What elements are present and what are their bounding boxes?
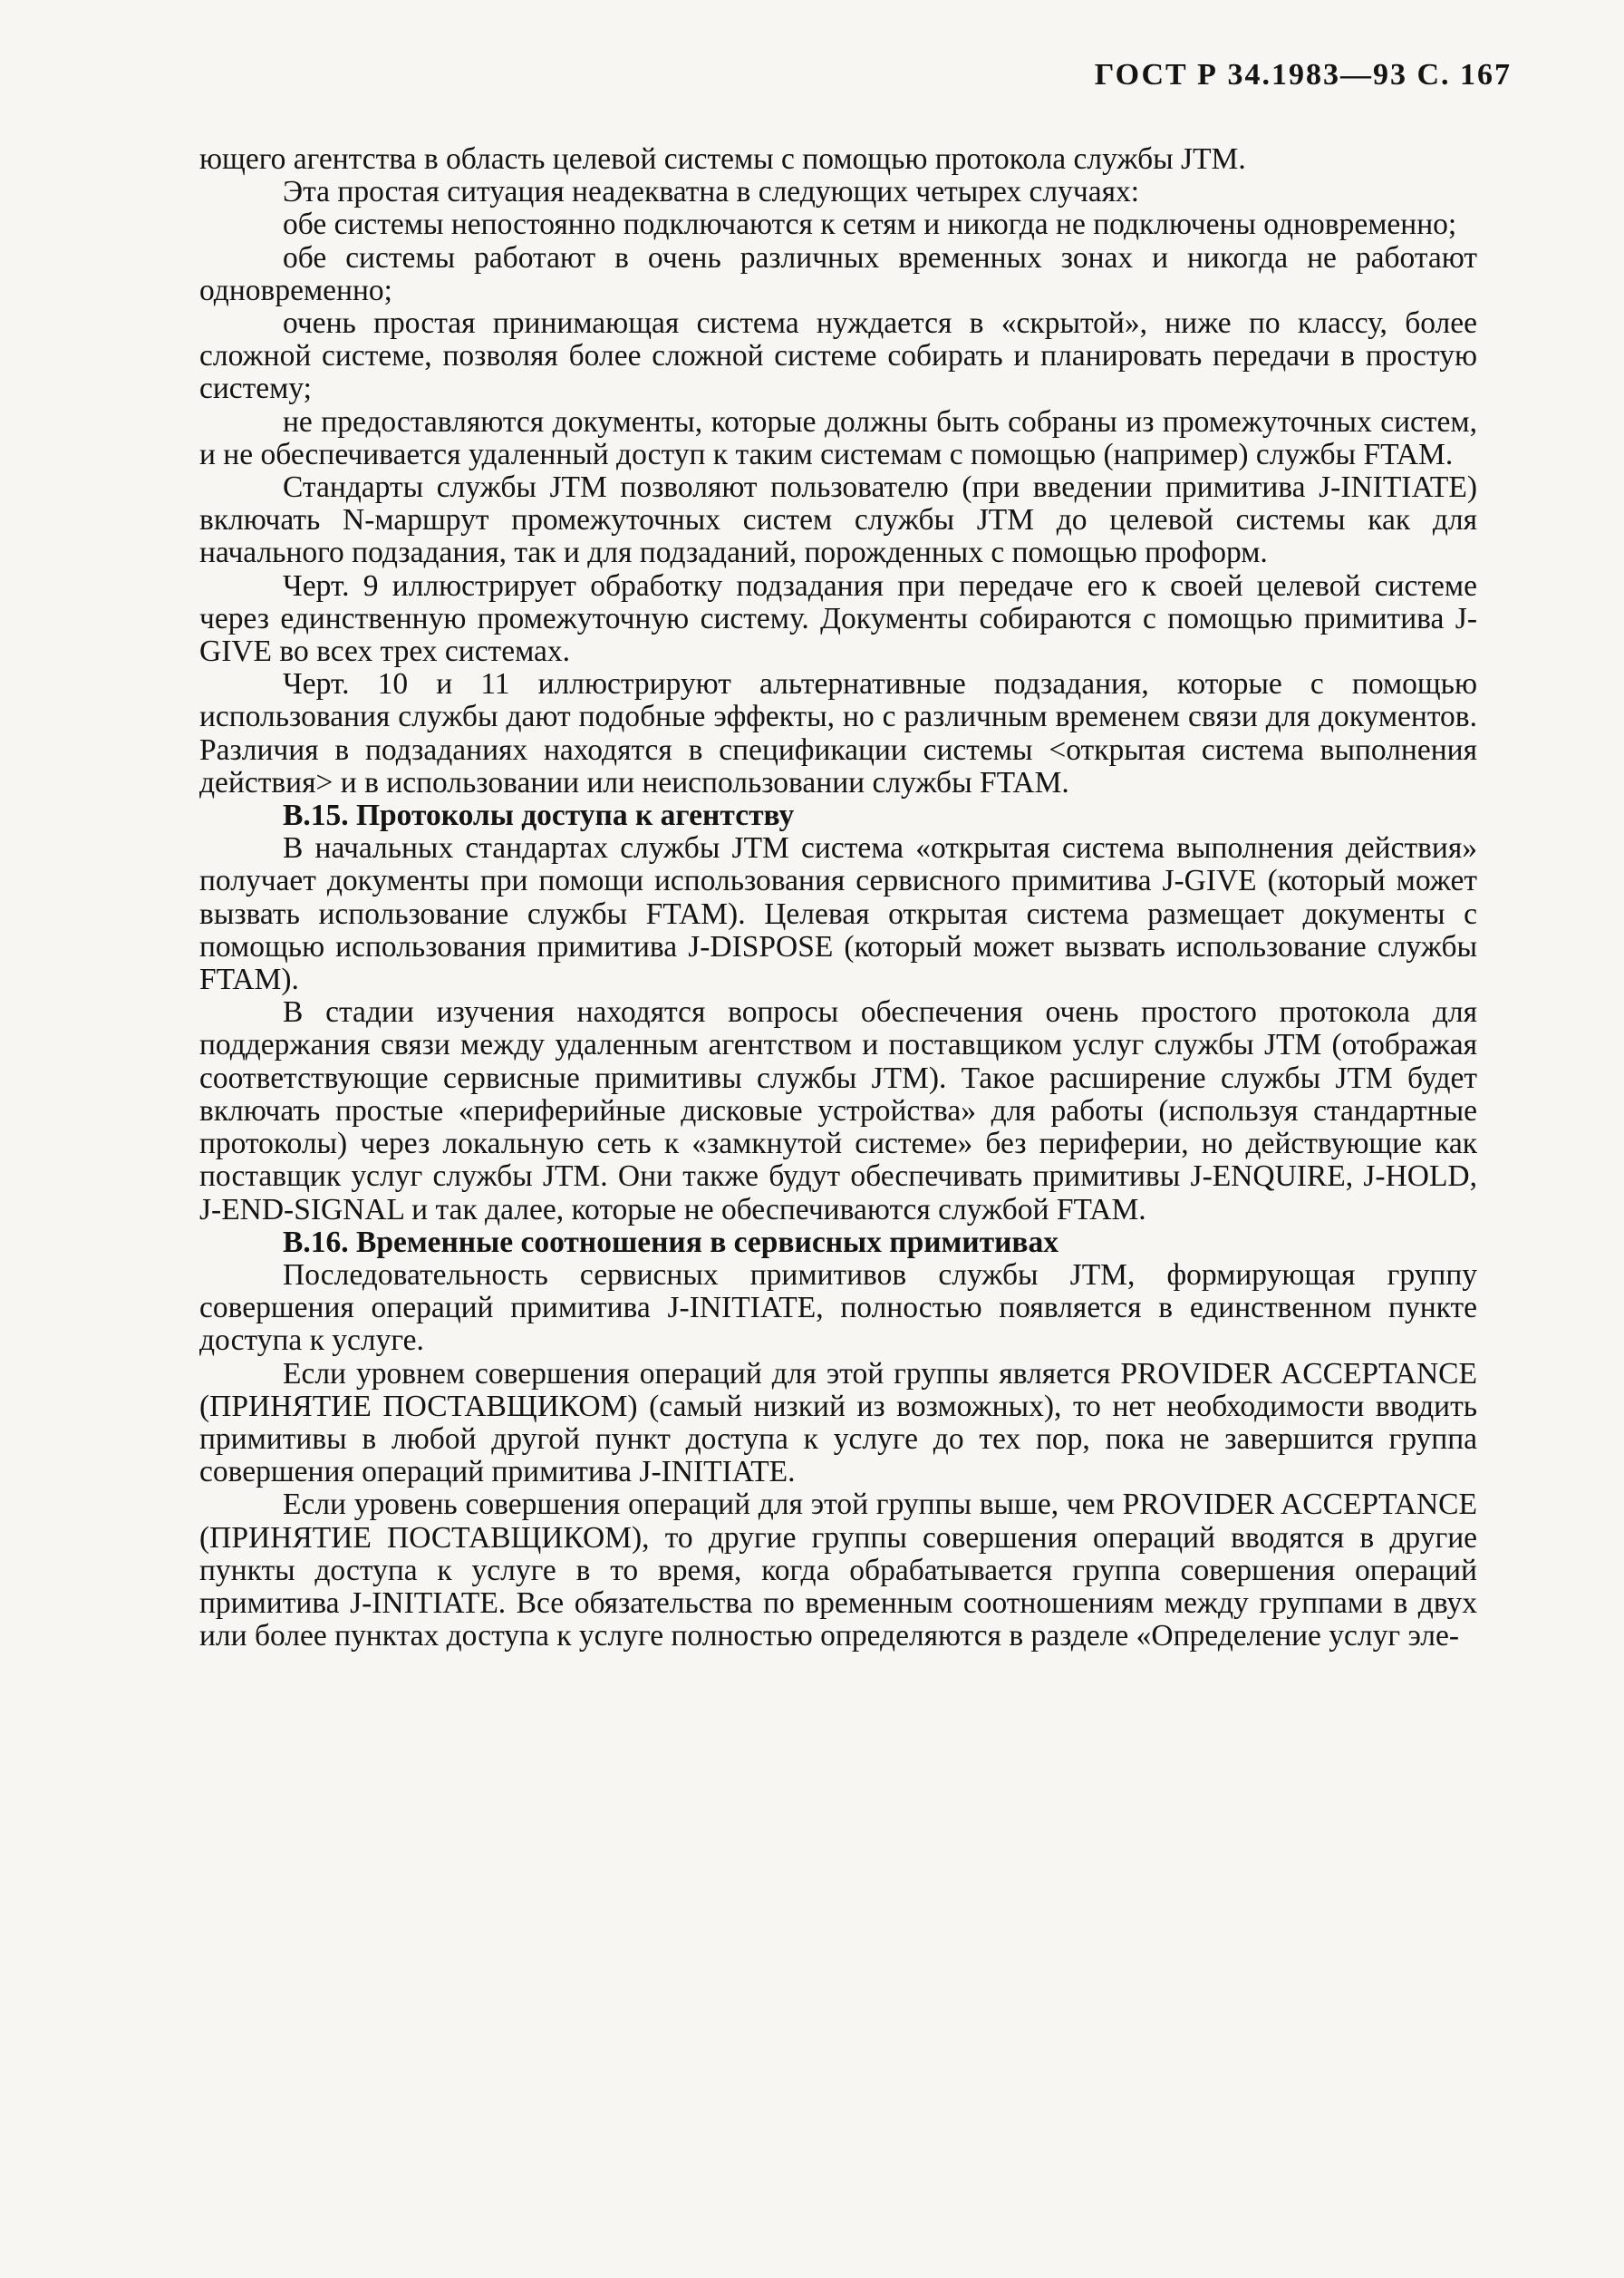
paragraph-primitive-sequence: Последовательность сервисных примитивов службы JTM, формирующая группу совершения операций примитива J-INITIATE, полностью появляется в единственном пункте доступа к услуге. xyxy=(199,1257,1477,1358)
list-item-case-2: обе системы работают в очень различных временных зонах и никогда не работают одновременно; xyxy=(199,240,1477,307)
paragraph-access-protocols: В начальных стандартах службы JTM система «открытая система выполнения действия» получает документы при помощи использования сервисного примитива J-GIVE (который может вызвать использование службы FTAM). Целевая открытая система размещает документы с помощью использования примитива J-DISPOSE (который может вызвать использование службы FTAM). xyxy=(199,831,1477,997)
section-heading-b16: В.16. Временные соотношения в сервисных примитивах xyxy=(283,1225,1058,1259)
list-item-case-4: не предоставляются документы, которые должны быть собраны из промежуточных систем, и не обеспечивается удаленный доступ к таким системам с помощью (например) службы FTAM. xyxy=(199,404,1477,471)
document-body xyxy=(199,143,1477,1653)
paragraph-continuation: ющего агентства в область целевой системы с помощью протокола службы JTM. xyxy=(199,142,1246,176)
list-item-case-3: очень простая принимающая система нуждается в «скрытой», ниже по классу, более сложной системе, позволяя более сложной системе собирать и планировать передачи в простую систему; xyxy=(199,306,1477,406)
running-header: ГОСТ Р 34.1983—93 С. 167 xyxy=(1094,58,1512,92)
paragraph-intro-cases: Эта простая ситуация неадекватна в следующих четырех случаях: xyxy=(283,175,1140,209)
paragraph-provider-acceptance-high: Если уровень совершения операций для этой группы выше, чем PROVIDER ACCEPTANCE (ПРИНЯТИЕ ПОСТАВЩИКОМ), то другие группы совершения операций вводятся в другие пункты доступа к услуге в то время, когда обрабатывается группа совершения операций примитива J-INITIATE. Все обязательства по временным соотношениям между группами в двух или более пунктах доступа к услуге полностью определяются в разделе «Определение услуг эле- xyxy=(199,1488,1477,1653)
paragraph-figures-10-11: Черт. 10 и 11 иллюстрируют альтернативные подзадания, которые с помощью использования службы дают подобные эффекты, но с различным временем связи для документов. Различия в подзаданиях находятся в спецификации системы <открытая система выполнения действия> и в использовании или неиспользовании службы FTAM. xyxy=(199,667,1477,800)
list-item-case-1: обе системы непостоянно подключаются к сетям и никогда не подключены одновременно; xyxy=(283,208,1457,242)
paragraph-provider-acceptance-low: Если уровнем совершения операций для этой группы является PROVIDER ACCEPTANCE (ПРИНЯТИЕ ПОСТАВЩИКОМ) (самый низкий из возможных), то нет необходимости вводить примитивы в любой другой пункт доступа к услуге до тех пор, пока не завершится группа совершения операций примитива J-INITIATE. xyxy=(199,1356,1477,1489)
paragraph-study-stage: В стадии изучения находятся вопросы обеспечения очень простого протокола для поддержания связи между удаленным агентством и поставщиком услуг службы JTM (отображая соответствующие сервисные примитивы службы JTM). Такое расширение службы JTM будет включать простые «периферийные дисковые устройства» для работы (используя стандартные протоколы) через локальную сеть к «замкнутой системе» без периферии, но действующие как поставщик услуг службы JTM. Они также будут обеспечивать примитивы J-ENQUIRE, J-HOLD, J-END-SIGNAL и так далее, которые не обеспечиваются службой FTAM. xyxy=(199,995,1477,1226)
paragraph-figure-9: Черт. 9 иллюстрирует обработку подзадания при передаче его к своей целевой системе через единственную промежуточную систему. Документы собираются с помощью примитива J-GIVE во всех трех системах. xyxy=(199,568,1477,669)
section-heading-b15: В.15. Протоколы доступа к агентству xyxy=(283,799,795,833)
paragraph-standards: Стандарты службы JTM позволяют пользователю (при введении примитива J-INITIATE) включать N-маршрут промежуточных систем службы JTM до целевой системы как для начального подзадания, так и для подзаданий, порожденных с помощью проформ. xyxy=(199,470,1477,570)
